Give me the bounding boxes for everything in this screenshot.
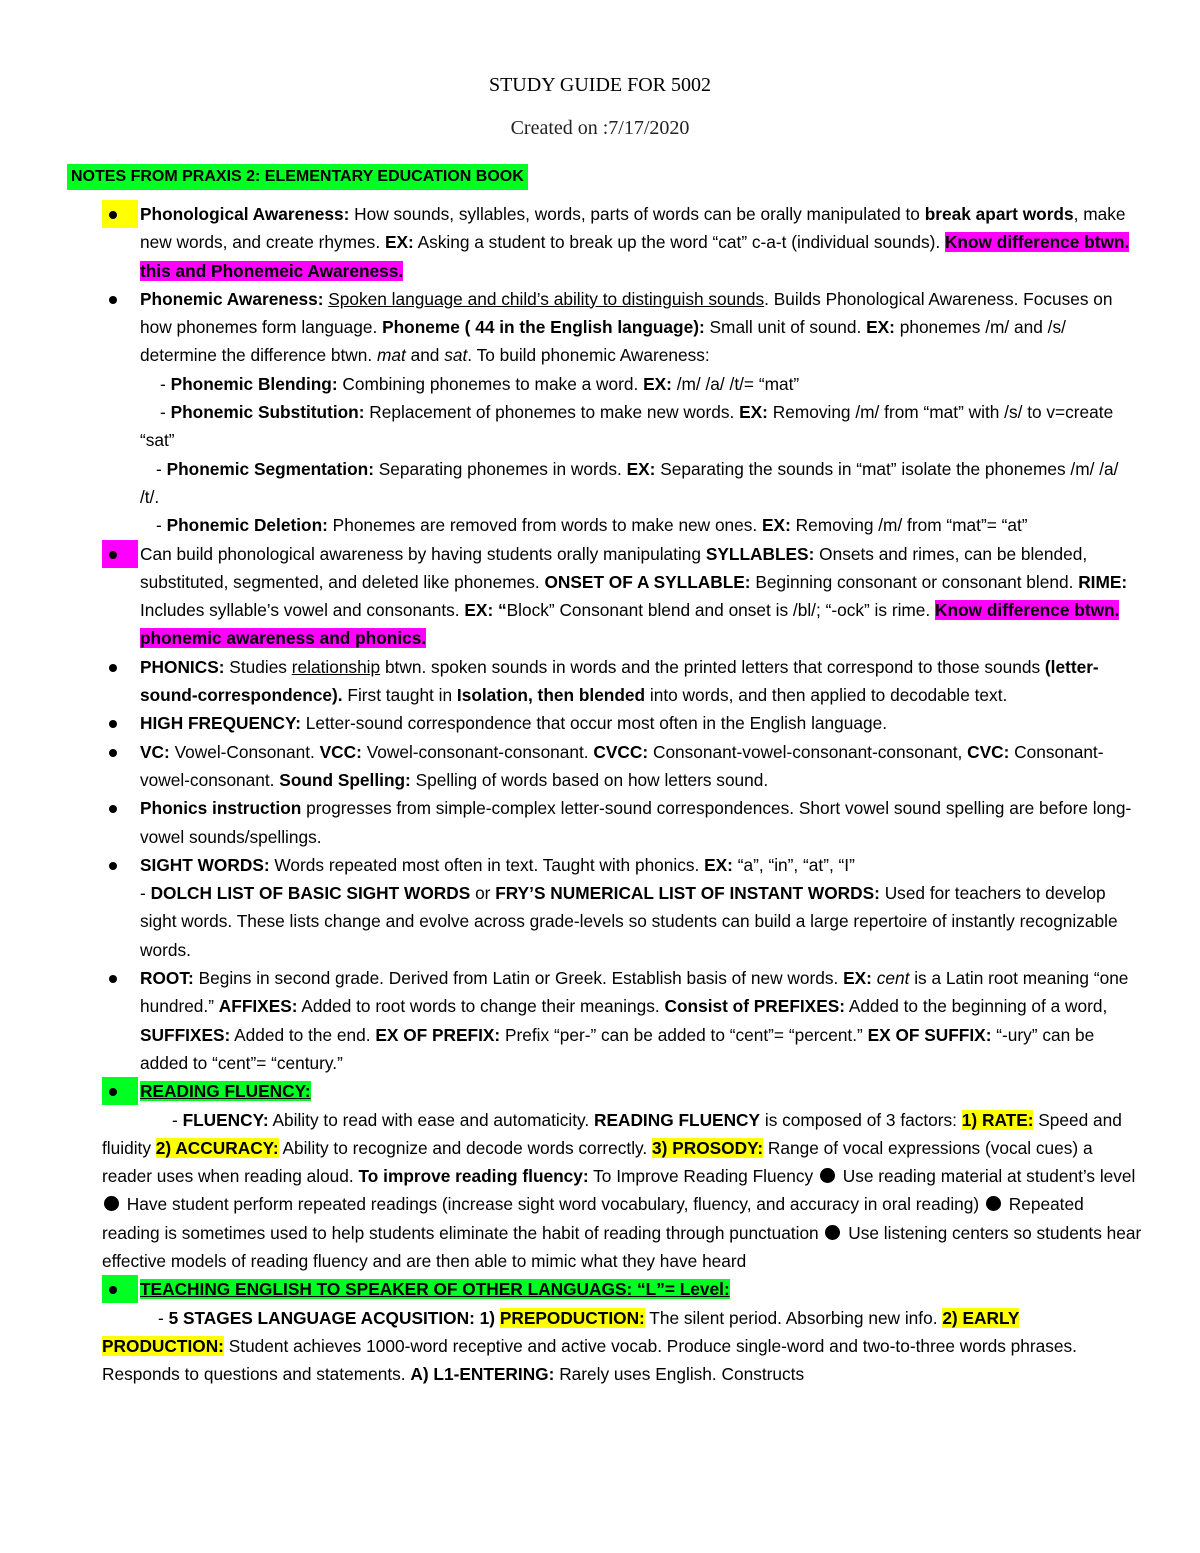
bullet-icon: [102, 1275, 138, 1303]
list-item: Phonemic Awareness: Spoken language and child’s ability to distinguish sounds. Builds Phonological Awareness. Focuses on how phonemes form language. Phoneme ( 44 in the English language): Small unit of sound. EX: phonemes /m/ and /s/ determine the difference btwn. mat and sat. To build phonemic Awareness: - Phonemic Blending: Combining phonemes to make a word. EX: /m/ /a/ /t/= “mat” - Phonemic Substitution: Replacement of phonemes to make new words. EX: Removing /m/ from “mat” with /s/ to v=create “sat” - Phonemic Segmentation: Separating phonemes in words. EX: Separating the sounds in “mat” isolate the phonemes /m/ /a/ /t/. - Phonemic Deletion: Phonemes are removed from words to make new ones. EX: Removing /m/ from “mat”= “at”: [102, 285, 1142, 540]
section-heading: NOTES FROM PRAXIS 2: ELEMENTARY EDUCATION BOOK: [67, 164, 528, 190]
ell-heading: TEACHING ENGLISH TO SPEAKER OF OTHER LANGUAGS: “L”= Level:: [140, 1279, 730, 1300]
bullet-icon: [102, 709, 138, 737]
bullet-icon: [104, 1196, 119, 1211]
list-item: ROOT: Begins in second grade. Derived from Latin or Greek. Establish basis of new words. EX: cent is a Latin root meaning “one hundred.” AFFIXES: Added to root words to change their meanings. Consist of PREFIXES: Added to the beginning of a word, SUFFIXES: Added to the end. EX OF PREFIX: Prefix “per-” can be added to “cent”= “percent.” EX OF SUFFIX: “-ury” can be added to “cent”= “century.”: [102, 964, 1142, 1077]
fluency-heading: READING FLUENCY:: [140, 1081, 311, 1102]
list-item: SIGHT WORDS: Words repeated most often in text. Taught with phonics. EX: “a”, “in”, “at”, “I” - DOLCH LIST OF BASIC SIGHT WORDS or FRY’S NUMERICAL LIST OF INSTANT WORDS: Used for teachers to develop sight words. These lists change and evolve across grade-levels so students can build a large repertoire of instantly recognizable words.: [102, 851, 1142, 964]
bullet-icon: [102, 851, 138, 879]
sub-item: - Phonemic Substitution: Replacement of phonemes to make new words. EX: Removing /m/ from “mat” with /s/ to v=create “sat”: [140, 402, 1114, 451]
created-date: Created on :7/17/2020: [510, 117, 690, 139]
sub-item: - Phonemic Deletion: Phonemes are removed from words to make new ones. EX: Removing /m/ from “mat”= “at”: [156, 515, 1028, 536]
bullet-icon: [102, 964, 138, 992]
list-item: Can build phonological awareness by having students orally manipulating SYLLABLES: Onsets and rimes, can be blended, substituted, segmented, and deleted like phonemes. ONSET OF A SYLLABLE: Beginning consonant or consonant blend. RIME: Includes syllable’s vowel and consonants. EX: “Block” Consonant blend and onset is /bl/; “-ock” is rime. Know difference btwn. phonemic awareness and phonics.: [102, 540, 1142, 653]
list-item: [102, 1275, 1142, 1388]
bullet-icon: [102, 540, 138, 568]
bullet-icon: [102, 200, 138, 228]
highlight-note: Know difference btwn. this and Phonemeic Awareness.: [140, 232, 1130, 281]
ell-body: - 5 STAGES LANGUAGE ACQUSITION: 1) PREPODUCTION: The silent period. Absorbing new info. 2) EARLY PRODUCTION: Student achieves 1000-word receptive and active vocab. Produce single-word and two-to-three words phrases. Responds to questions and statements. A) L1-ENTERING: Rarely uses English. Constructs: [102, 1307, 1077, 1385]
bullet-icon: [102, 285, 138, 313]
bullet-icon: [102, 653, 138, 681]
notes-content: [102, 200, 1142, 1388]
page-title: STUDY GUIDE FOR 5002: [488, 74, 712, 96]
highlight-note: Know difference btwn. phonemic awareness and phonics.: [140, 600, 1120, 649]
bullet-icon: [102, 1077, 138, 1105]
sub-item: - Phonemic Blending: Combining phonemes to make a word. EX: /m/ /a/ /t/= “mat”: [160, 373, 800, 394]
list-item: PHONICS: Studies relationship btwn. spoken sounds in words and the printed letters that correspond to those sounds (letter-sound-correspondence). First taught in Isolation, then blended into words, and then applied to decodable text.: [102, 653, 1142, 710]
sub-item: - Phonemic Segmentation: Separating phonemes in words. EX: Separating the sounds in “mat” isolate the phonemes /m/ /a/ /t/.: [140, 458, 1119, 507]
fluency-body: - FLUENCY: Ability to read with ease and automaticity. READING FLUENCY is composed of 3 factors: 1) RATE: Speed and fluidity 2) ACCURACY: Ability to recognize and decode words correctly. 3) PROSODY: Range of vocal expressions (vocal cues) a reader uses when reading aloud. To improve reading fluency: To Improve Reading Fluency Use reading material at student’s level Have student perform repeated readings (increase sight word vocabulary, fluency, and accuracy in oral reading) Repeated reading is sometimes used to help students eliminate the habit of reading through punctuation Use listening centers so students hear effective models of reading fluency and are then able to mimic what they have heard: [102, 1109, 1142, 1271]
list-item: Phonics instruction progresses from simple-complex letter-sound correspondences. Short vowel sound spelling are before long-vowel sounds/spellings.: [102, 794, 1142, 851]
bullet-icon: [820, 1168, 835, 1183]
list-item: HIGH FREQUENCY: Letter-sound correspondence that occur most often in the English language.: [102, 709, 1142, 737]
bullet-icon: [102, 738, 138, 766]
bullet-icon: [825, 1225, 840, 1240]
bullet-icon: [102, 794, 138, 822]
list-item: VC: Vowel-Consonant. VCC: Vowel-consonant-consonant. CVCC: Consonant-vowel-consonant-consonant, CVC: Consonant-vowel-consonant. Sound Spelling: Spelling of words based on how letters sound.: [102, 738, 1142, 795]
bullet-icon: [986, 1196, 1001, 1211]
list-item: Phonological Awareness: How sounds, syllables, words, parts of words can be orally manipulated to break apart words, make new words, and create rhymes. EX: Asking a student to break up the word “cat” c-a-t (individual sounds). Know difference btwn. this and Phonemeic Awareness.: [102, 200, 1142, 285]
list-item: [102, 1077, 1142, 1275]
